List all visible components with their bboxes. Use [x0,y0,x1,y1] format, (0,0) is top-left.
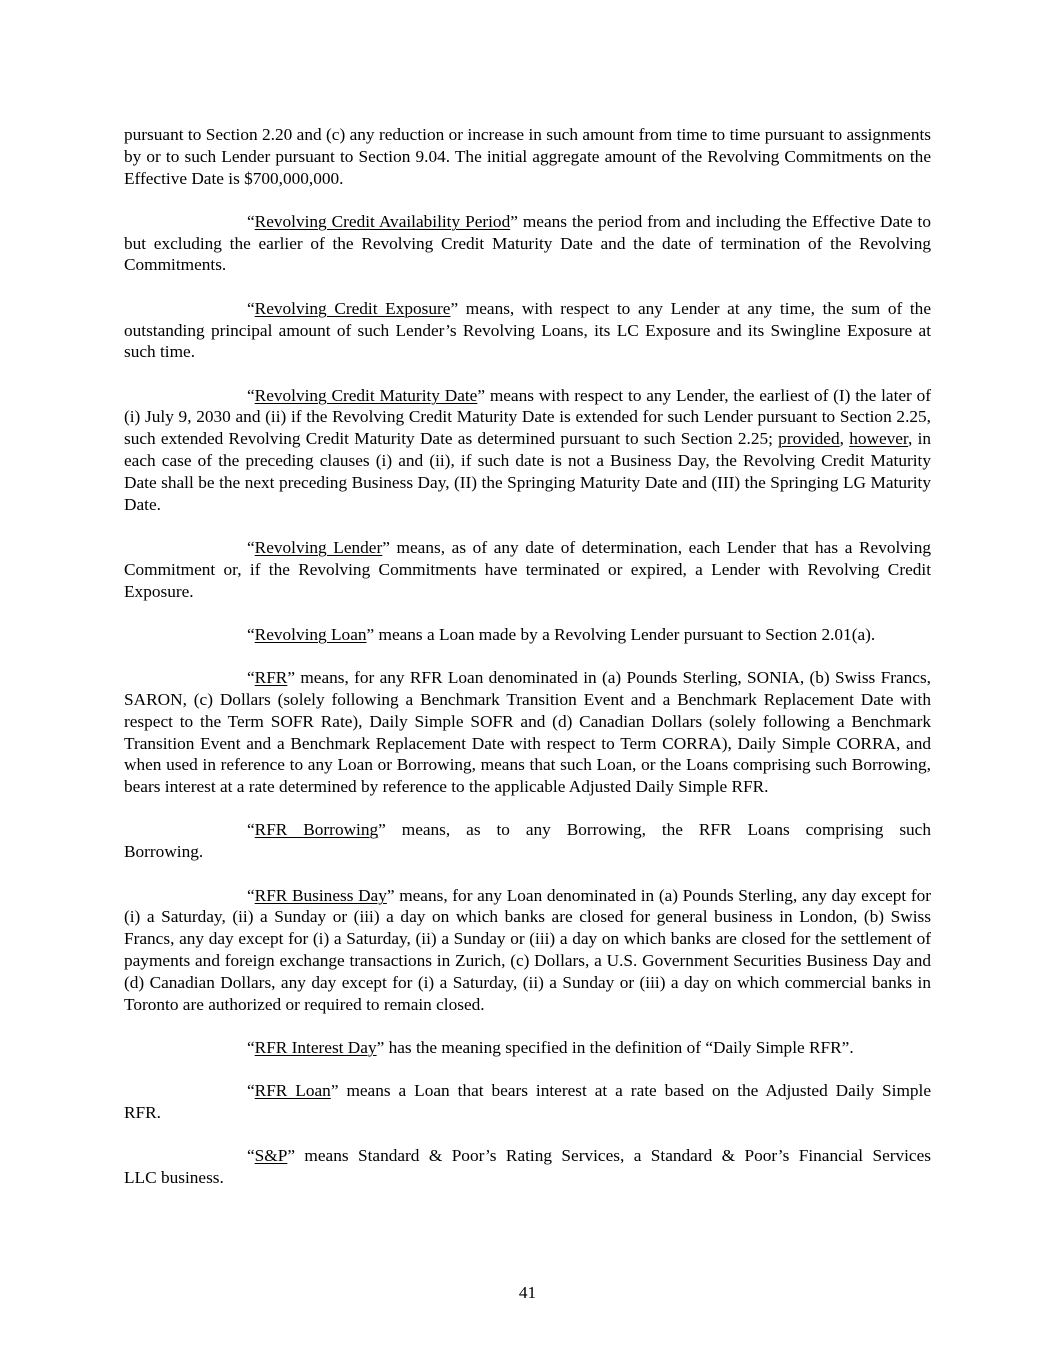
definition-rfr-interest-day [124,1037,931,1059]
definition-s-and-p-continuation: LLC business. [124,1167,224,1187]
definition-text: ” has the meaning specified in the definition of “Daily Simple RFR”. [376,1037,854,1057]
definition-text: ” means a Loan that bears interest at a rate based on the Adjusted Daily Simple [330,1081,932,1101]
defined-term: RFR Loan [254,1081,331,1101]
defined-term: RFR Interest Day [254,1037,377,1057]
underlined-provided: provided [778,429,840,449]
separator: , [839,429,850,449]
open-quote: “ [247,298,255,318]
definition-text: ” means a Loan made by a Revolving Lender pursuant to Section 2.01(a). [366,624,876,644]
definition-revolving-credit-maturity-date [124,385,931,516]
defined-term: Revolving Lender [254,537,383,557]
definition-revolving-credit-availability-period [124,211,931,276]
open-quote: “ [247,1081,255,1101]
definition-rfr-borrowing-continuation: Borrowing. [124,842,204,862]
underlined-however: however [849,429,908,449]
definition-rfr-borrowing [124,819,931,841]
definition-revolving-loan [124,624,931,646]
open-quote: “ [247,1146,255,1166]
defined-term: Revolving Loan [254,624,367,644]
definition-text: ” means, as of any date of determination, each Lender that has a Revolving Commitment or, if the Revolving Commitments have terminated or expired, a Lender with Revolving Credit Exposure. [124,537,931,601]
definition-text: ” means the period from and including the Effective Date to but excluding the earlier of the Revolving Credit Maturity Date and the date of termination of the Revolving Commitments. [124,211,931,275]
defined-term: Revolving Credit Exposure [254,298,451,318]
definition-rfr-business-day [124,885,931,1016]
definition-rfr [124,667,931,798]
open-quote: “ [247,537,255,557]
page-number: 41 [518,1283,537,1302]
open-quote: “ [247,211,255,231]
open-quote: “ [247,1037,255,1057]
open-quote: “ [247,820,255,840]
open-quote: “ [247,668,255,688]
defined-term: RFR [254,668,288,688]
definition-revolving-credit-exposure [124,298,931,363]
open-quote: “ [247,385,255,405]
definition-rfr-loan [124,1080,931,1102]
definition-text-after: , in each case of the preceding clauses (i) and (ii), if such date is not a Business Day, the Revolving Credit Maturity Date shall be the next preceding Business Day, (II) the Springing Maturity Date and (III) the Springing LG Maturity Date. [124,429,932,514]
definition-text: ” means, for any RFR Loan denominated in (a) Pounds Sterling, SONIA, (b) Swiss Francs, SARON, (c) Dollars (solely following a Benchmark Transition Event and a Benchmark Replacement Date with respect to the Term SOFR Rate), Daily Simple SOFR and (d) Canadian Dollars (solely following a Benchmark Transition Event and a Benchmark Replacement Date with respect to Term CORRA), Daily Simple CORRA, and when used in reference to any Loan or Borrowing, means that such Loan, or the Loans comprising such Borrowing, bears interest at a rate determined by reference to the applicable Adjusted Daily Simple RFR. [124,668,931,797]
definition-text: ” means, for any Loan denominated in (a) Pounds Sterling, any day except for (i) a Saturday, (ii) a Sunday or (iii) a day on which banks are closed for general business in London, (b) Swiss Francs, any day except for (i) a Saturday, (ii) a Sunday or (iii) a day on which banks are closed for the settlement of payments and foreign exchange transactions in Zurich, (c) Dollars, a U.S. Government Securities Business Day and (d) Canadian Dollars, any day except for (i) a Saturday, (ii) a Sunday or (iii) a day on which commercial banks in Toronto are authorized or required to remain closed. [124,885,931,1014]
defined-term: RFR Business Day [254,885,387,905]
defined-term: Revolving Credit Availability Period [254,211,511,231]
definition-text: ” means, with respect to any Lender at any time, the sum of the outstanding principal amount of such Lender’s Revolving Loans, its LC Exposure and its Swingline Exposure at such time. [124,298,931,362]
defined-term: Revolving Credit Maturity Date [254,385,478,405]
definition-s-and-p [124,1145,931,1167]
definition-text: ” means Standard & Poor’s Rating Services, a Standard & Poor’s Financial Services [287,1146,931,1166]
definition-revolving-lender [124,537,931,602]
document-page [124,124,931,1210]
open-quote: “ [247,624,255,644]
definition-text-before: ” means with respect to any Lender, the earliest of (I) the later of (i) July 9, 2030 and (ii) if the Revolving Credit Maturity Date is extended for such Lender pursuant to Section 2.25, such extended Revolving Credit Maturity Date as determined pursuant to such Section 2.25; [124,385,931,449]
defined-term: S&P [254,1146,288,1166]
defined-term: RFR Borrowing [254,820,379,840]
open-quote: “ [247,885,255,905]
definition-text: ” means, as to any Borrowing, the RFR Loans comprising such [378,820,931,840]
definition-rfr-loan-continuation: RFR. [124,1102,161,1122]
opening-paragraph: pursuant to Section 2.20 and (c) any reduction or increase in such amount from time to time pursuant to assignments by or to such Lender pursuant to Section 9.04. The initial aggregate amount of the Revolving Commitments on the Effective Date is $700,000,000. [124,125,931,188]
